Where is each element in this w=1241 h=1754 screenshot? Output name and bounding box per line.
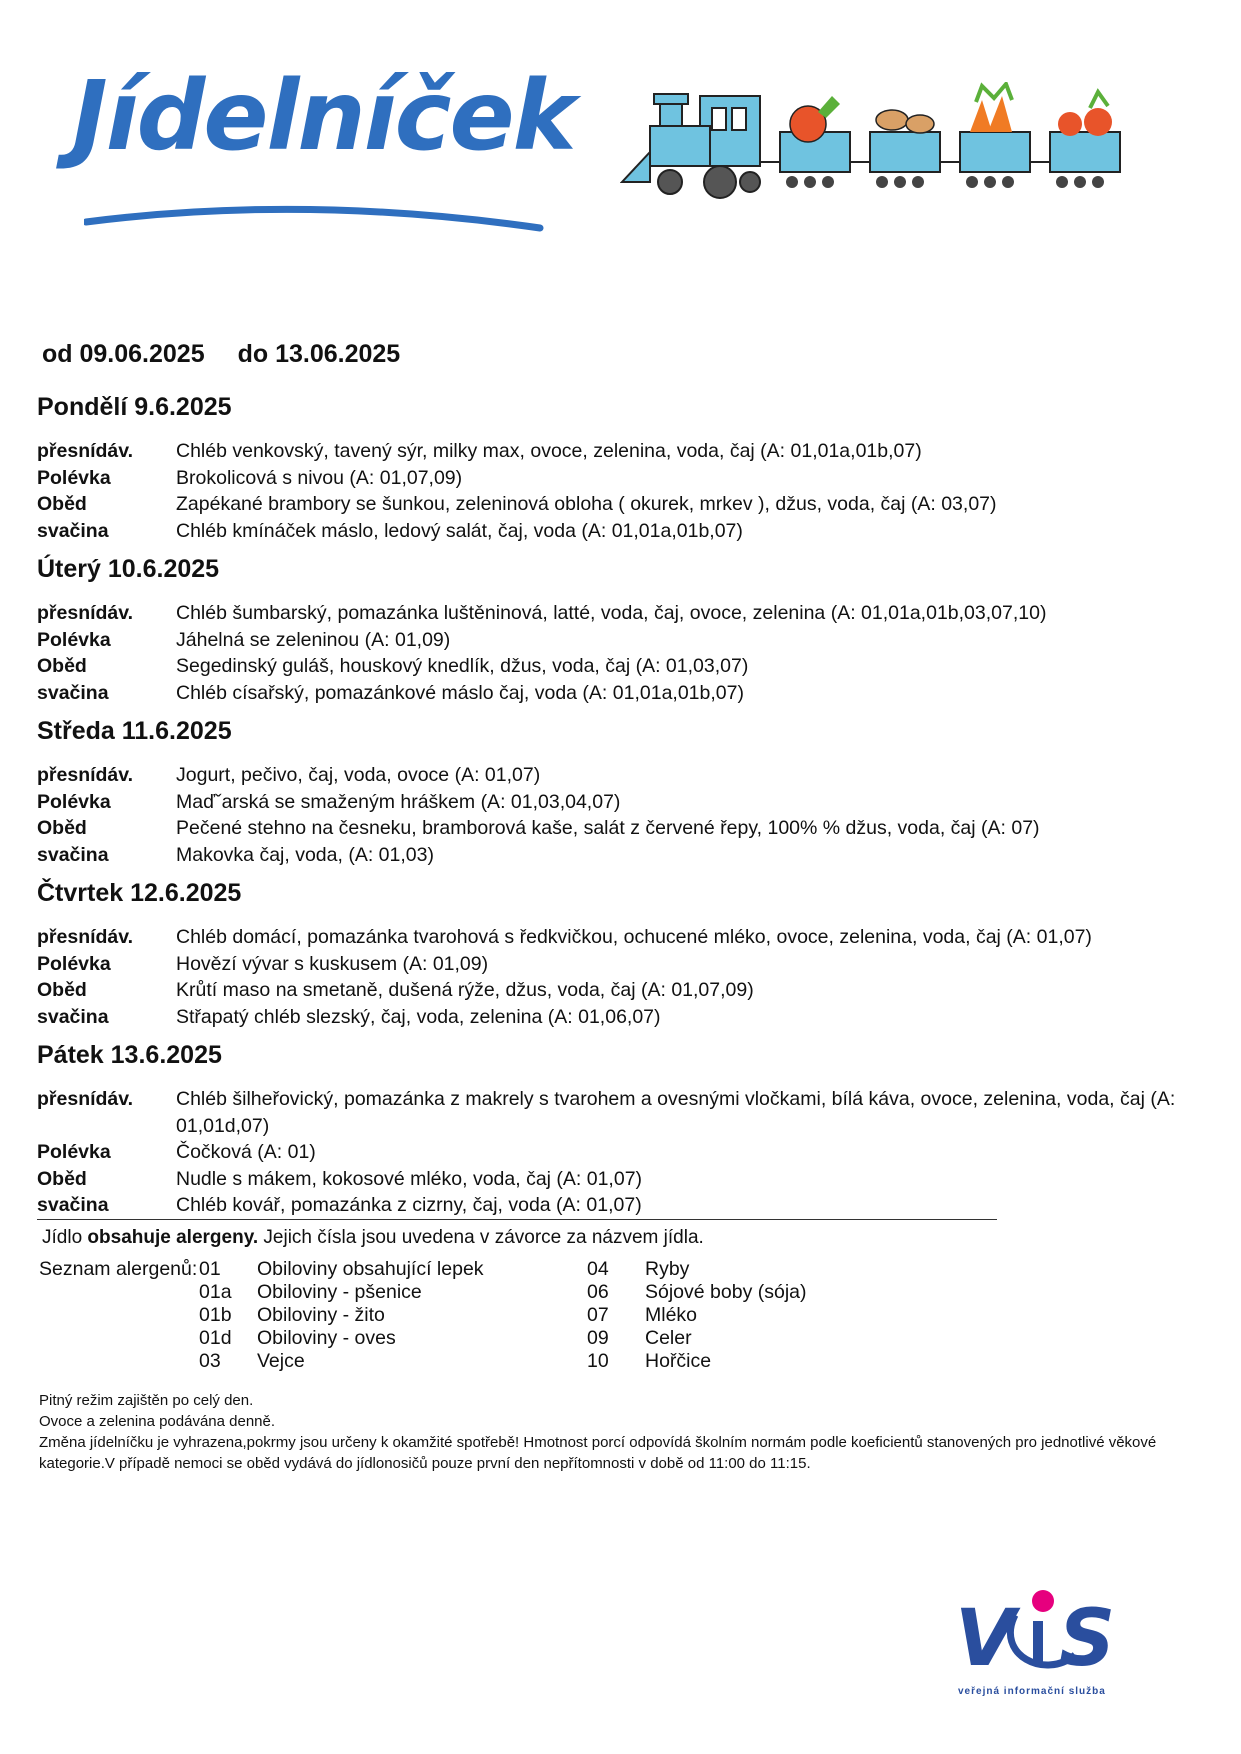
allergen-item: [199, 1350, 305, 1373]
allergen-code: 01: [199, 1258, 221, 1280]
meal-text: Chléb císařský, pomazánkové máslo čaj, voda (A: 01,01a,01b,07): [176, 681, 744, 704]
meal-text: Střapatý chléb slezský, čaj, voda, zelenina (A: 01,06,07): [176, 1005, 661, 1028]
meal-row: [37, 977, 1217, 1004]
allergen-name: Vejce: [257, 1350, 305, 1372]
meal-text: Segedinský guláš, houskový knedlík, džus, voda, čaj (A: 01,03,07): [176, 655, 749, 677]
meal-text: Chléb kmínáček máslo, ledový salát, čaj, voda (A: 01,01a,01b,07): [176, 519, 743, 542]
meal-label: přesnídáv.: [37, 926, 134, 948]
allergen-item: [199, 1327, 396, 1350]
meal-text: Chléb šilheřovický, pomazánka z makrely s tvarohem a ovesnými vločkami, bílá káva, ovoce, zelenina, voda, čaj (A: 01,01d,07): [176, 1088, 1176, 1137]
meal-label: svačina: [37, 1194, 109, 1216]
allergen-item: [587, 1304, 697, 1327]
meal-row: [37, 491, 1217, 518]
meal-row: [37, 653, 1217, 680]
meal-text: Makovka čaj, voda, (A: 01,03): [176, 843, 434, 866]
divider: [37, 1219, 997, 1220]
allergen-item: [587, 1258, 689, 1281]
meal-label: svačina: [37, 519, 109, 542]
meal-label: Polévka: [37, 952, 111, 975]
meal-text: Nudle s mákem, kokosové mléko, voda, čaj (A: 01,07): [176, 1167, 643, 1190]
footer-notes: [39, 1390, 1199, 1474]
allergen-note: [42, 1227, 704, 1249]
meal-text: Jogurt, pečivo, čaj, voda, ovoce (A: 01,07): [176, 764, 541, 786]
meal-text: Jáhelná se zeleninou (A: 01,09): [176, 628, 451, 651]
meal-label: přesnídáv.: [37, 602, 134, 624]
meal-text: Chléb domácí, pomazánka tvarohová s ředkvičkou, ochucené mléko, ovoce, zelenina, voda, čaj (A: 01,07): [176, 926, 1092, 948]
meal-row: [37, 815, 1217, 842]
period-to: do 13.06.2025: [237, 340, 401, 368]
page-title: Jídelníček: [72, 60, 575, 172]
footer-line: Ovoce a zelenina podávána denně.: [39, 1413, 276, 1430]
meal-row: [37, 789, 1217, 816]
meal-row: [37, 924, 1217, 951]
vis-logo-icon: [955, 1585, 1125, 1685]
meal-row: [37, 1004, 1217, 1031]
meal-text: Hovězí vývar s kuskusem (A: 01,09): [176, 952, 489, 975]
allergen-code: 04: [587, 1258, 609, 1280]
meal-label: přesnídáv.: [37, 764, 134, 786]
allergen-item: [199, 1281, 422, 1304]
menu-day: [37, 554, 1217, 706]
allergen-list-heading: Seznam alergenů:: [39, 1258, 198, 1280]
meal-row: [37, 627, 1217, 654]
weekly-menu: [37, 392, 1217, 1229]
allergen-name: Obiloviny - žito: [257, 1304, 385, 1326]
meal-text: Chléb venkovský, tavený sýr, milky max, ovoce, zelenina, voda, čaj (A: 01,01a,01b,07): [176, 440, 922, 462]
footer-line: Změna jídelníčku je vyhrazena,pokrmy jsou určeny k okamžité spotřebě! Hmotnost porcí odpovídá školním normám podle koeficientů stanovených pro jednotlivé věkové kategorie.V případě nemoci se oběd vydává do jídlonosičů pouze první den nepřítomnosti v době od 11:00 do 11:15.: [39, 1434, 1157, 1472]
meal-row: [37, 1139, 1217, 1166]
allergen-code: 07: [587, 1304, 609, 1326]
meal-text: Krůtí maso na smetaně, dušená rýže, džus, voda, čaj (A: 01,07,09): [176, 979, 754, 1001]
allergen-name: Celer: [645, 1327, 692, 1349]
footer-line: Pitný režim zajištěn po celý den.: [39, 1392, 254, 1409]
allergen-item: [199, 1304, 385, 1327]
meal-text: Chléb šumbarský, pomazánka luštěninová, latté, voda, čaj, ovoce, zelenina (A: 01,01a,01b,03,07,10): [176, 602, 1047, 624]
allergen-code: 06: [587, 1281, 609, 1303]
allergen-code: 01d: [199, 1327, 232, 1349]
svg-text:V: V: [955, 1594, 1016, 1684]
meal-row: [37, 518, 1217, 545]
allergen-note-prefix: Jídlo: [42, 1227, 88, 1248]
meal-row: [37, 600, 1217, 627]
meal-label: Oběd: [37, 1167, 87, 1190]
allergen-item: [587, 1327, 692, 1350]
day-title: Pátek 13.6.2025: [37, 1041, 222, 1069]
svg-text:S: S: [1059, 1594, 1116, 1684]
day-title: Úterý 10.6.2025: [37, 555, 220, 583]
meal-label: Oběd: [37, 655, 87, 677]
meal-row: [37, 1086, 1217, 1139]
title-underline-swoosh: [84, 200, 544, 240]
allergen-code: 01b: [199, 1304, 232, 1326]
allergen-name: Mléko: [645, 1304, 698, 1326]
meal-label: přesnídáv.: [37, 1088, 134, 1110]
meal-label: Oběd: [37, 493, 87, 515]
meal-label: Polévka: [37, 790, 111, 813]
train-illustration: [620, 82, 1140, 212]
allergen-note-suffix: Jejich čísla jsou uvedena v závorce za názvem jídla.: [258, 1227, 704, 1248]
meal-label: Oběd: [37, 817, 87, 839]
allergen-code: 03: [199, 1350, 221, 1372]
day-title: Čtvrtek 12.6.2025: [37, 879, 242, 907]
allergen-name: Obiloviny - oves: [257, 1327, 396, 1349]
menu-period: [42, 340, 426, 369]
meal-label: Polévka: [37, 466, 111, 489]
meal-row: [37, 951, 1217, 978]
allergen-code: 10: [587, 1350, 609, 1372]
meal-text: Čočková (A: 01): [176, 1141, 316, 1163]
menu-day: [37, 878, 1217, 1030]
meal-label: přesnídáv.: [37, 440, 134, 462]
meal-label: Oběd: [37, 979, 87, 1001]
period-from: od 09.06.2025: [42, 340, 205, 368]
meal-row: [37, 465, 1217, 492]
meal-row: [37, 438, 1217, 465]
allergen-code: 09: [587, 1327, 609, 1349]
allergen-item: [587, 1281, 807, 1304]
meal-text: Zapékané brambory se šunkou, zeleninová obloha ( okurek, mrkev ), džus, voda, čaj (A: 03,07): [176, 493, 997, 515]
menu-day: [37, 1040, 1217, 1219]
menu-day: [37, 392, 1217, 544]
meal-label: Polévka: [37, 1141, 111, 1163]
allergen-note-bold: obsahuje alergeny.: [87, 1227, 259, 1248]
meal-label: Polévka: [37, 628, 111, 651]
day-title: Pondělí 9.6.2025: [37, 393, 232, 421]
allergen-item: [587, 1350, 711, 1373]
allergen-name: Hořčice: [645, 1350, 712, 1372]
meal-text: Chléb kovář, pomazánka z cizrny, čaj, voda (A: 01,07): [176, 1194, 642, 1216]
meal-row: [37, 762, 1217, 789]
meal-label: svačina: [37, 1005, 109, 1028]
vis-tagline: veřejná informační služba: [958, 1686, 1106, 1697]
meal-row: [37, 680, 1217, 707]
allergen-name: Obiloviny obsahující lepek: [257, 1258, 484, 1280]
meal-row: [37, 1166, 1217, 1193]
allergen-name: Sójové boby (sója): [645, 1281, 807, 1303]
allergen-name: Ryby: [645, 1258, 690, 1280]
day-title: Středa 11.6.2025: [37, 717, 232, 745]
meal-row: [37, 1192, 1217, 1219]
meal-label: svačina: [37, 843, 109, 866]
meal-text: Maďˇarská se smaženým hráškem (A: 01,03,04,07): [176, 790, 621, 813]
meal-row: [37, 842, 1217, 869]
allergen-item: [199, 1258, 484, 1281]
menu-day: [37, 716, 1217, 868]
meal-label: svačina: [37, 681, 109, 704]
meal-text: Brokolicová s nivou (A: 01,07,09): [176, 466, 463, 489]
allergen-code: 01a: [199, 1281, 232, 1303]
allergen-name: Obiloviny - pšenice: [257, 1281, 422, 1303]
meal-text: Pečené stehno na česneku, bramborová kaše, salát z červené řepy, 100% % džus, voda, čaj (A: 07): [176, 817, 1040, 839]
